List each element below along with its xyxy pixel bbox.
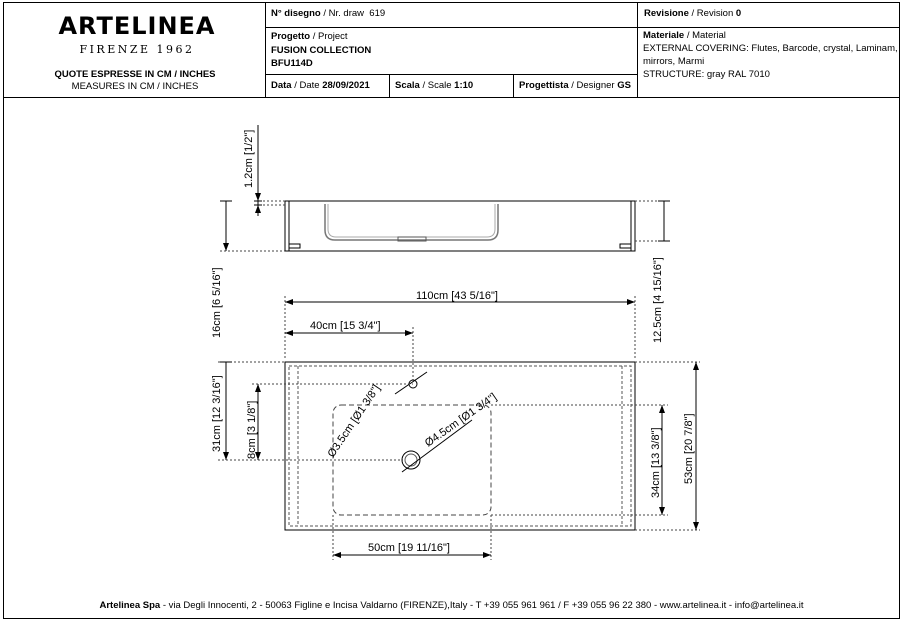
scale-label-en: / Scale — [419, 80, 452, 91]
arrow-depth-left — [223, 452, 229, 460]
tap-hole-leader — [395, 372, 427, 394]
dim-label-top-thickness: 1.2cm [1/2"] — [243, 129, 255, 188]
arrow-top-thickness-2 — [255, 205, 261, 213]
dim-label-hole-large: Ø4.5cm [Ø1 3/4"] — [422, 391, 500, 450]
arrow-height-total — [223, 243, 229, 251]
brand-subtitle: FIRENZE 1962 — [79, 43, 195, 56]
dim-label-hole-small: Ø3.5cm [Ø1 3/8"] — [325, 382, 383, 460]
dim-label-drain-offset: 8cm [3 1/8"] — [246, 400, 258, 459]
dim-label-depth-total: 53cm [20 7/8"] — [683, 413, 695, 484]
front-view-outline — [285, 201, 635, 251]
material-label-it: Materiale — [643, 30, 685, 41]
material-covering-cont: mirrors, Marmi — [643, 56, 705, 67]
date-value: 28/09/2021 — [322, 80, 370, 91]
project-collection: FUSION COLLECTION — [271, 45, 372, 56]
footer-contact — [3, 600, 900, 611]
front-view-basin-section — [325, 204, 498, 240]
project-label-en: / Project — [310, 31, 348, 42]
date-label-en: / Date — [291, 80, 320, 91]
front-view-basin-inner — [328, 204, 495, 237]
dim-label-height-right: 12.5cm [4 15/16"] — [652, 257, 664, 343]
material-structure: STRUCTURE: gray RAL 7010 — [643, 69, 770, 80]
dim-label-basin-width: 50cm [19 11/16"] — [368, 542, 450, 554]
arrow-basin-width-right — [483, 552, 491, 558]
dim-label-hole-offset: 40cm [15 3/4"] — [310, 320, 381, 332]
revision-value: 0 — [735, 8, 742, 19]
arrow-basin-depth-bottom — [659, 507, 665, 515]
designer-value: GS — [617, 80, 631, 91]
footer-company: Artelinea Spa — [99, 600, 161, 611]
material-covering: EXTERNAL COVERING: Flutes, Barcode, crystal, Laminam, — [643, 43, 898, 54]
drain-hole-leader — [402, 420, 472, 472]
drain-hole-inner — [405, 454, 417, 466]
drawing-number-label-it: N° disegno — [271, 8, 321, 19]
arrow-width-right — [627, 299, 635, 305]
front-view-foot-left — [289, 244, 300, 248]
dim-label-width-total: 110cm [43 5/16"] — [416, 290, 498, 302]
arrow-depth-total-top — [693, 362, 699, 370]
brand-logo: ARTELINEA — [58, 12, 216, 40]
dim-label-depth-left: 31cm [12 3/16"] — [211, 375, 223, 452]
arrow-offset-right — [405, 330, 413, 336]
dim-label-height-total: 16cm [6 5/16"] — [211, 267, 223, 338]
scale-value: 1:10 — [454, 80, 474, 91]
revision-label-en: / Revision — [688, 8, 734, 19]
date-label-it: Data — [271, 80, 292, 91]
drawing-number-label-en: / Nr. draw — [320, 8, 365, 19]
material-label-en: / Material — [684, 30, 726, 41]
drawing-number-value: 619 — [369, 8, 386, 19]
designer-label-en: / Designer — [568, 80, 615, 91]
scale-label-it: Scala — [395, 80, 420, 91]
arrow-basin-depth-top — [659, 405, 665, 413]
units-label-english: MEASURES IN CM / INCHES — [71, 81, 199, 92]
project-label-it: Progetto — [271, 31, 311, 42]
arrow-width-left — [285, 299, 293, 305]
front-view-foot-right — [620, 244, 631, 248]
dim-label-basin-depth: 34cm [13 3/8"] — [650, 427, 662, 498]
revision-label-it: Revisione — [644, 8, 689, 19]
footer-address: - via Degli Innocenti, 2 - 50063 Figline e Incisa Valdarno (FIRENZE),Italy - T +39 055 961 961 / F +39 055 96 22 380 - www.artelinea.it - info@artelinea.it — [160, 600, 804, 611]
units-label-italian: QUOTE ESPRESSE IN CM / INCHES — [54, 69, 216, 80]
arrow-top-thickness-1 — [255, 193, 261, 201]
designer-label-it: Progettista — [519, 80, 569, 91]
arrow-drain-offset-top — [255, 384, 261, 392]
arrow-offset-left — [285, 330, 293, 336]
arrow-depth-total-bottom — [693, 522, 699, 530]
arrow-basin-width-left — [333, 552, 341, 558]
project-code: BFU114D — [271, 58, 313, 69]
